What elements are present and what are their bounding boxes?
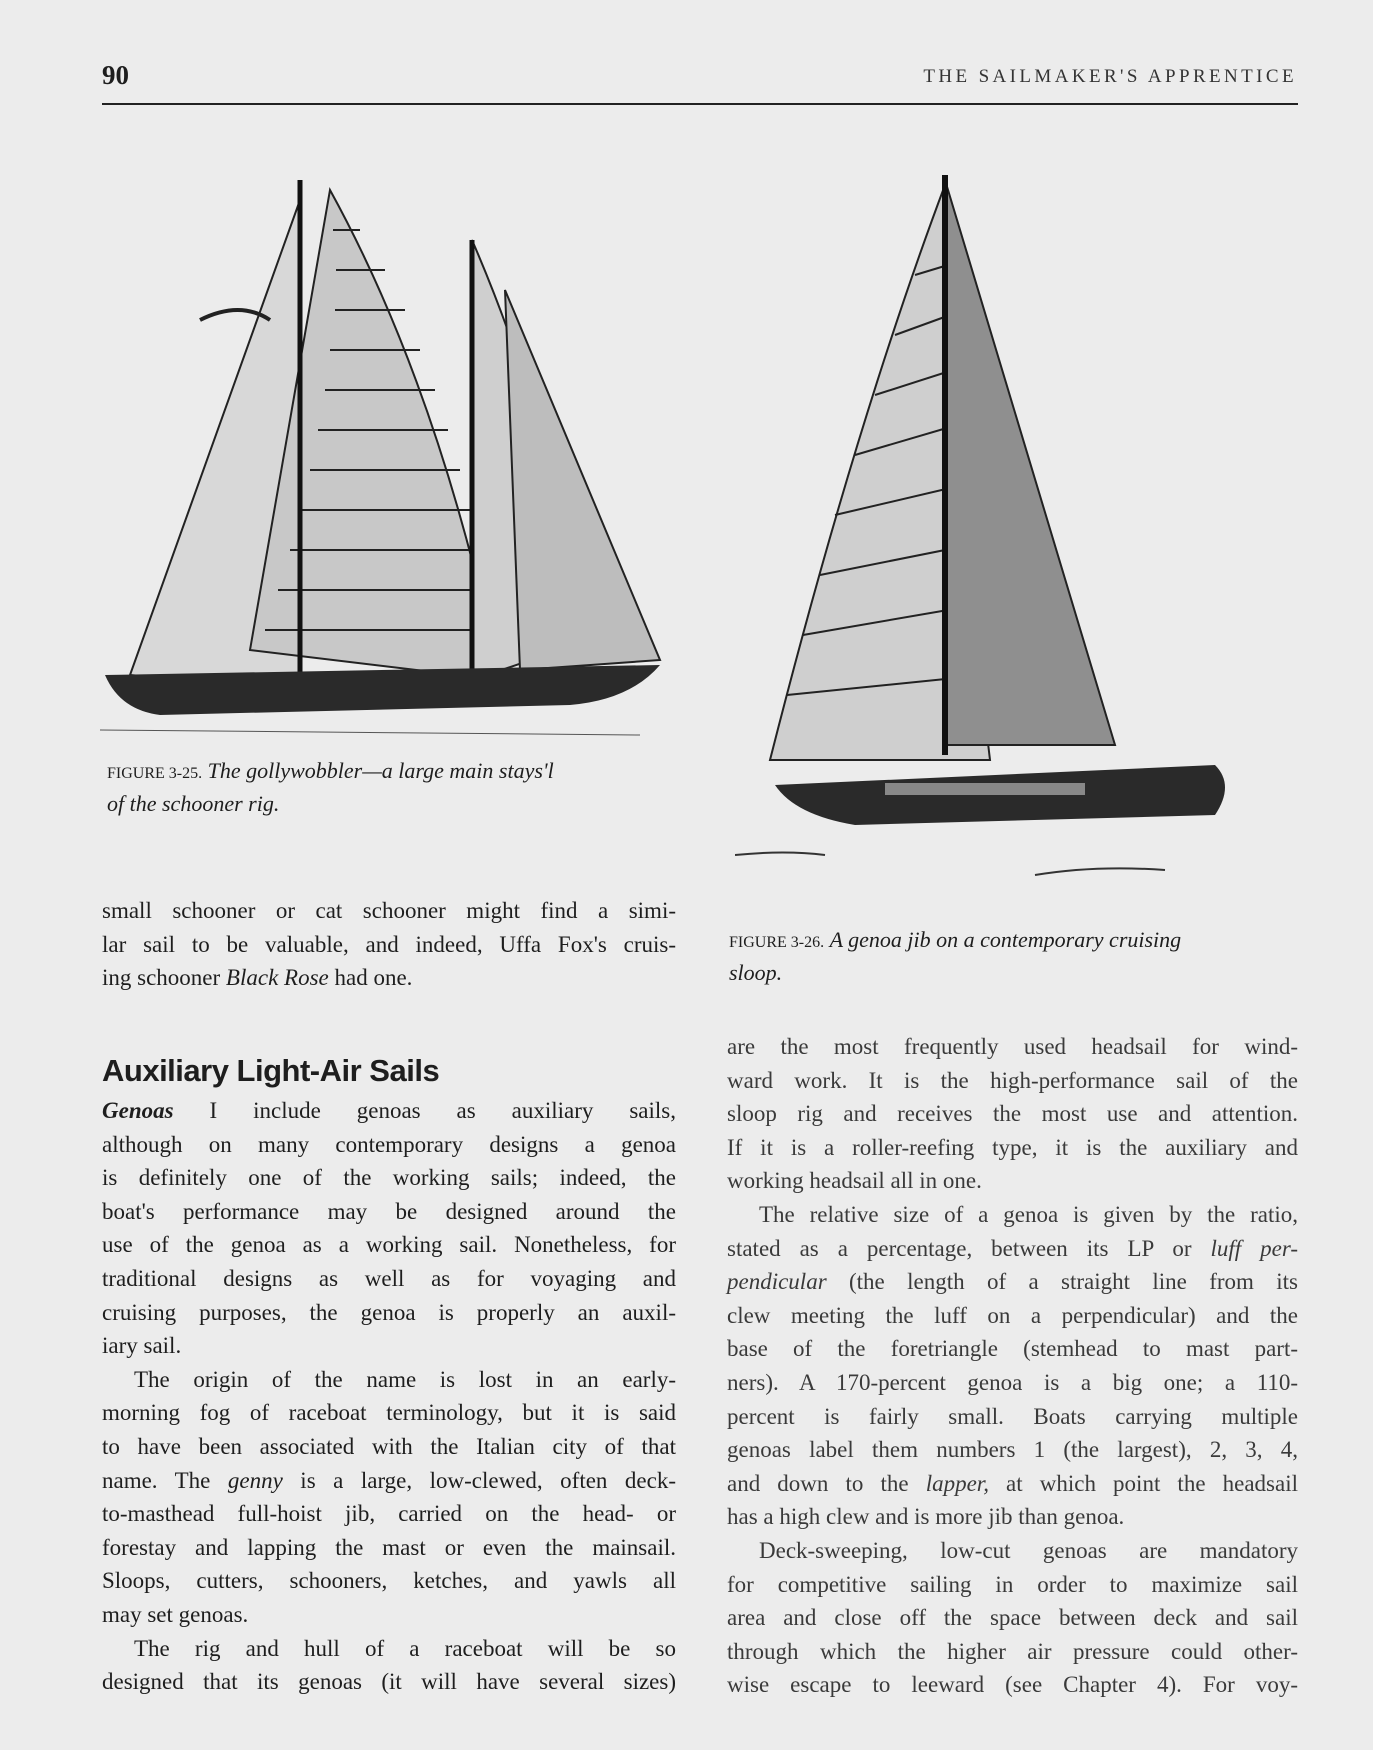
text-line xyxy=(727,1368,1298,1398)
text-run: percent is fairly small. Boats carrying multiple xyxy=(727,1403,1298,1429)
text-line xyxy=(102,1667,676,1697)
text-run: small schooner or cat schooner might find a simi- xyxy=(102,898,676,923)
schooner-illustration xyxy=(100,170,680,740)
text-run: (the length of a straight line from its xyxy=(826,1269,1298,1295)
text-line xyxy=(102,1432,676,1462)
text-line xyxy=(102,1499,676,1529)
text-run: cruising purposes, the genoa is properly an auxil- xyxy=(102,1299,676,1325)
text-run: sloop rig and receives the most use and attention. xyxy=(727,1101,1298,1127)
text-line xyxy=(727,1435,1298,1465)
text-run: may set genoas. xyxy=(102,1602,249,1627)
text-line xyxy=(727,1267,1298,1297)
text-run: for competitive sailing in order to maximize sail xyxy=(727,1571,1298,1597)
text-run: The origin of the name is lost in an early- xyxy=(134,1366,676,1392)
text-run: at which point the headsail xyxy=(988,1470,1298,1496)
text-run: name. The xyxy=(102,1467,228,1493)
text-run: I include genoas as auxiliary sails, xyxy=(173,1098,676,1123)
text-line xyxy=(727,1670,1298,1700)
run-in-heading: Genoas xyxy=(102,1098,174,1123)
text-run: working headsail all in one. xyxy=(727,1168,982,1194)
text-run: has a high clew and is more jib than genoa. xyxy=(727,1504,1125,1530)
text-run: designed that its genoas (it will have several sizes) xyxy=(102,1669,676,1695)
text-line xyxy=(102,963,676,993)
text-run: forestay and lapping the mast or even the mainsail. xyxy=(102,1534,676,1560)
section-heading: Auxiliary Light-Air Sails xyxy=(102,1053,440,1088)
figure-label: FIGURE 3-26. xyxy=(729,934,825,951)
text-line xyxy=(727,1099,1298,1129)
text-line xyxy=(102,1466,676,1496)
text-run: to-masthead full-hoist jib, carried on the head- or xyxy=(102,1501,676,1527)
text-run: ing schooner xyxy=(102,965,226,990)
text-line xyxy=(102,930,676,960)
text-line xyxy=(102,1197,676,1227)
text-line xyxy=(102,1230,676,1260)
text-run: are the most frequently used headsail for wind- xyxy=(727,1034,1298,1059)
header-rule xyxy=(102,103,1298,105)
text-line xyxy=(727,1402,1298,1432)
text-run: area and close off the space between deck and sail xyxy=(727,1605,1298,1631)
text-run: The relative size of a genoa is given by the ratio, xyxy=(759,1202,1298,1227)
caption-line: A genoa jib on a contemporary cruising xyxy=(829,927,1182,952)
caption-line: The gollywobbler—a large main stays'l xyxy=(207,758,554,783)
figure-label: FIGURE 3-25. xyxy=(107,765,203,782)
text-run: through which the higher air pressure could other- xyxy=(727,1638,1298,1664)
text-line xyxy=(727,1066,1298,1096)
text-line xyxy=(102,1634,676,1664)
text-line xyxy=(727,1133,1298,1163)
text-run: to have been associated with the Italian city of that xyxy=(102,1434,676,1459)
text-run: iary sail. xyxy=(102,1333,182,1359)
text-line xyxy=(102,1600,676,1630)
text-run: wise escape to leeward (see Chapter 4). For voy- xyxy=(727,1672,1298,1698)
text-run: is definitely one of the working sails; indeed, the xyxy=(102,1165,676,1191)
text-line xyxy=(102,1130,676,1160)
text-run: boat's performance may be designed around the xyxy=(102,1198,676,1224)
text-line xyxy=(102,1163,676,1193)
text-line xyxy=(102,1533,676,1563)
text-run: Deck-sweeping, low-cut genoas are mandatory xyxy=(759,1538,1298,1563)
text-run: stated as a percentage, between its LP or xyxy=(727,1235,1211,1261)
text-line xyxy=(727,1200,1298,1230)
text-line xyxy=(727,1032,1298,1062)
text-line xyxy=(102,1398,676,1428)
sloop-illustration xyxy=(735,175,1300,900)
page-number: 90 xyxy=(102,60,129,90)
italic-text: pendicular xyxy=(727,1269,827,1295)
text-run: use of the genoa as a working sail. Nonetheless, for xyxy=(102,1232,676,1258)
text-line xyxy=(102,1365,676,1395)
text-line xyxy=(102,1566,676,1596)
text-run: traditional designs as well as for voyaging and xyxy=(102,1266,676,1291)
text-run: although on many contemporary designs a genoa xyxy=(102,1131,676,1157)
text-line xyxy=(102,1096,676,1126)
text-line xyxy=(727,1637,1298,1667)
italic-text: genny xyxy=(227,1467,283,1493)
text-line xyxy=(727,1301,1298,1331)
figure-3-25-caption xyxy=(107,756,554,819)
text-run: ners). A 170-percent genoa is a big one; a 110- xyxy=(727,1370,1298,1395)
italic-text: lapper, xyxy=(925,1470,989,1496)
caption-line: of the schooner rig. xyxy=(107,791,280,816)
text-line xyxy=(102,1298,676,1328)
text-run: ward work. It is the high-performance sail of the xyxy=(727,1067,1298,1093)
text-run: morning fog of raceboat terminology, but it is said xyxy=(102,1400,676,1426)
text-line xyxy=(727,1603,1298,1633)
caption-line: sloop. xyxy=(729,960,783,985)
italic-text: luff per- xyxy=(1210,1235,1298,1261)
text-run: If it is a roller-reefing type, it is the auxiliary and xyxy=(727,1134,1298,1160)
text-line xyxy=(727,1570,1298,1600)
text-line xyxy=(727,1334,1298,1364)
text-run: and down to the xyxy=(727,1470,926,1496)
text-line xyxy=(102,1264,676,1294)
text-run: clew meeting the luff on a perpendicular) and the xyxy=(727,1302,1298,1328)
text-run: lar sail to be valuable, and indeed, Uffa Fox's cruis- xyxy=(102,931,676,957)
text-run: The rig and hull of a raceboat will be so xyxy=(134,1635,676,1661)
text-run: is a large, low-clewed, often deck- xyxy=(282,1467,676,1493)
text-run: had one. xyxy=(328,965,413,990)
text-line xyxy=(727,1166,1298,1196)
running-head: THE SAILMAKER'S APPRENTICE xyxy=(923,66,1297,87)
text-line xyxy=(727,1502,1298,1532)
text-run: base of the foretriangle (stemhead to mast part- xyxy=(727,1336,1298,1362)
text-run: Sloops, cutters, schooners, ketches, and yawls all xyxy=(102,1568,676,1594)
figure-3-26-caption xyxy=(729,925,1181,988)
text-line xyxy=(727,1536,1298,1566)
text-line xyxy=(727,1234,1298,1264)
italic-text: Black Rose xyxy=(225,965,329,990)
text-line xyxy=(102,896,676,926)
text-line xyxy=(102,1331,676,1361)
text-line xyxy=(727,1469,1298,1499)
text-run: genoas label them numbers 1 (the largest), 2, 3, 4, xyxy=(727,1437,1298,1463)
